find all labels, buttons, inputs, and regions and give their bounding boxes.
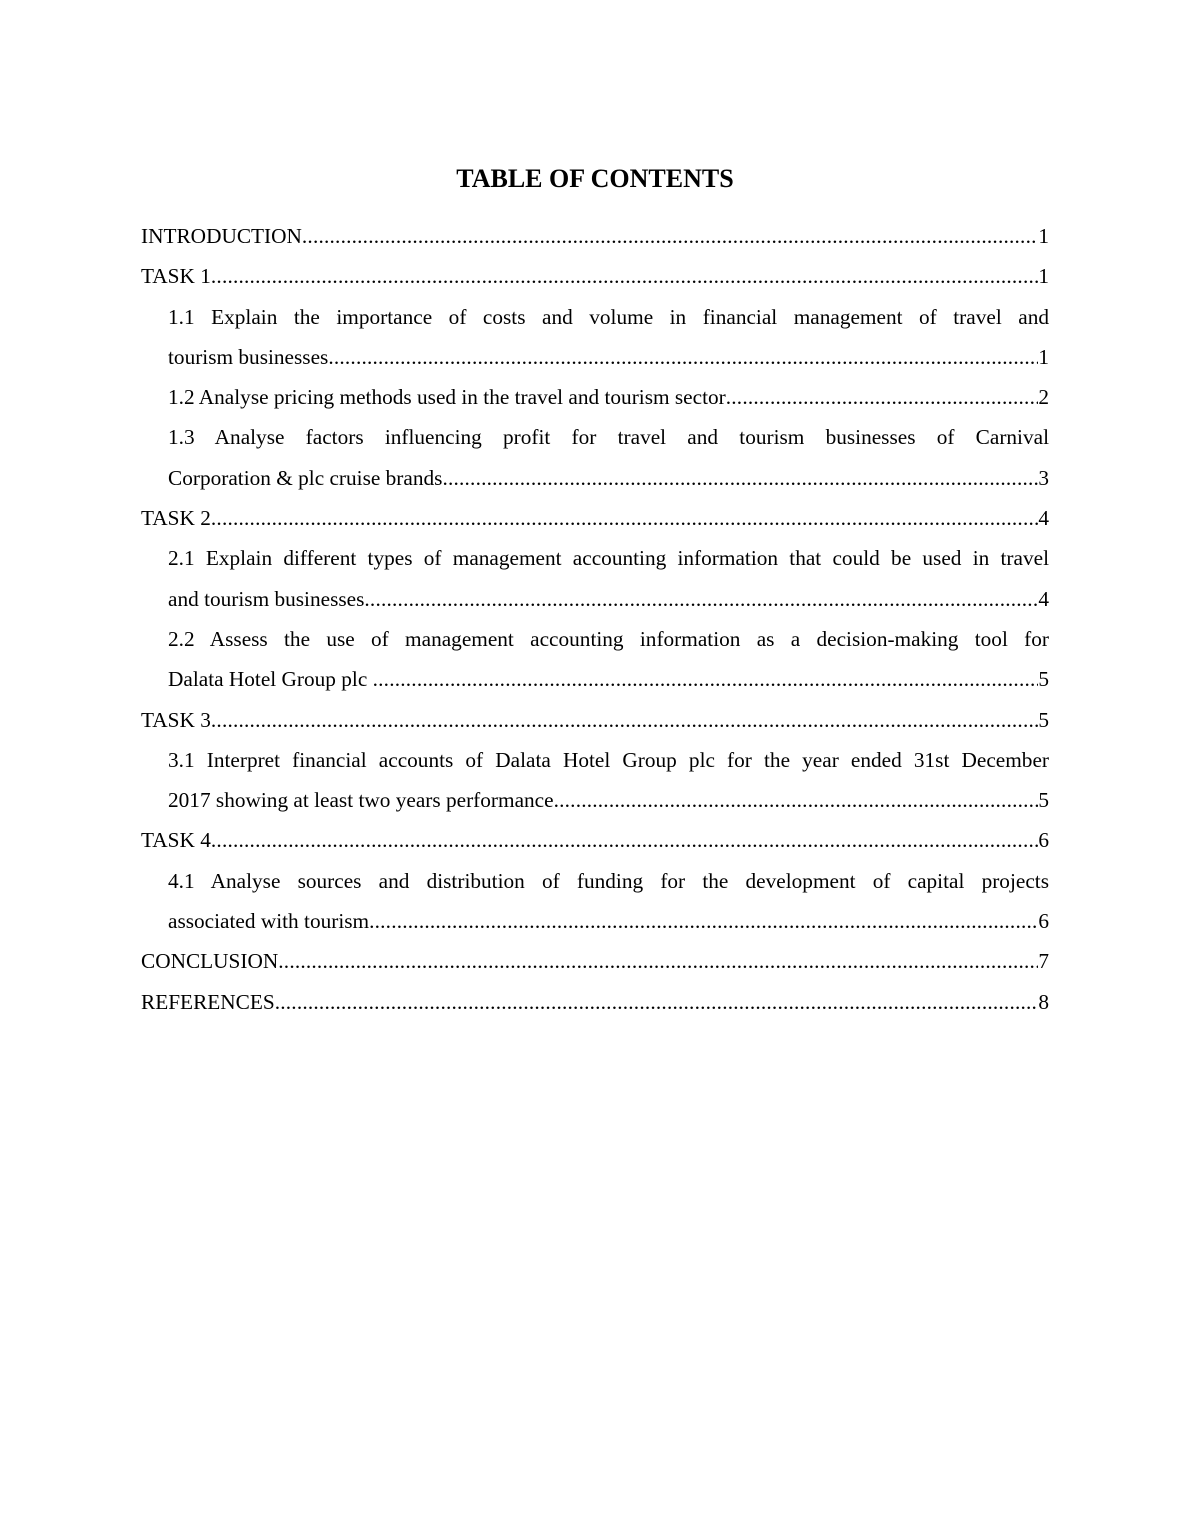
toc-page-number: 5 [1038, 667, 1049, 692]
toc-page-number: 5 [1038, 788, 1049, 813]
toc-entry-text: REFERENCES [141, 989, 275, 1014]
toc-entry-text: 2.1 Explain different types of management accounting information that could be used in travel [168, 546, 1049, 571]
toc-entry-text: 1.1 Explain the importance of costs and volume in financial management of travel and [168, 304, 1049, 329]
toc-entry-text: 4.1 Analyse sources and distribution of funding for the development of capital projects [168, 868, 1049, 893]
dot-leader [369, 901, 1038, 941]
toc-entry-text: TASK 4 [141, 828, 211, 853]
toc-entry-task-3[interactable] [141, 700, 1049, 740]
toc-page-number: 1 [1038, 224, 1049, 248]
dot-leader [302, 216, 1038, 256]
toc-page-number: 8 [1038, 989, 1049, 1014]
dot-leader [211, 498, 1038, 538]
toc-entry-task-2[interactable] [141, 498, 1049, 538]
dot-leader [554, 780, 1039, 820]
toc-entry-text: Corporation & plc cruise brands [168, 465, 443, 490]
toc-page-number: 3 [1038, 465, 1049, 490]
toc-entry-conclusion[interactable] [141, 941, 1049, 981]
toc-entry-introduction[interactable] [141, 216, 1049, 256]
toc-entry-text: TASK 2 [141, 506, 211, 531]
toc-page-number: 5 [1038, 707, 1049, 732]
toc-title: TABLE OF CONTENTS [456, 164, 734, 193]
toc-entry-1-2[interactable] [168, 377, 1049, 417]
toc-entry-2-2[interactable] [168, 619, 1049, 700]
toc-entry-text: associated with tourism [168, 909, 370, 934]
dot-leader [278, 941, 1038, 981]
dot-leader [442, 458, 1038, 498]
toc-entry-text: 2.2 Assess the use of management accounting information as a decision-making tool for [168, 626, 1049, 651]
toc-page-number: 7 [1038, 949, 1049, 974]
toc-entry-4-1[interactable] [168, 861, 1049, 942]
toc-entry-text: 3.1 Interpret financial accounts of Dalata Hotel Group plc for the year ended 31st December [168, 747, 1049, 772]
toc-entry-text: Dalata Hotel Group plc [168, 667, 373, 692]
toc-entry-1-3[interactable] [168, 417, 1049, 498]
toc-entry-3-1[interactable] [168, 740, 1049, 821]
toc-entry-text: tourism businesses [168, 344, 329, 369]
toc-entry-1-1[interactable] [168, 297, 1049, 378]
toc-entry-text: 1.3 Analyse factors influencing profit for travel and tourism businesses of Carnival [168, 425, 1049, 450]
table-of-contents [141, 216, 1049, 1022]
toc-entry-references[interactable] [141, 982, 1049, 1022]
toc-entry-text: TASK 1 [141, 264, 211, 289]
toc-page-number: 6 [1038, 909, 1049, 934]
dot-leader [211, 700, 1038, 740]
dot-leader [328, 337, 1038, 377]
toc-entry-text: CONCLUSION [141, 949, 279, 974]
toc-entry-text: TASK 3 [141, 707, 211, 732]
dot-leader [726, 377, 1039, 417]
dot-leader [275, 982, 1039, 1022]
dot-leader [211, 256, 1038, 296]
toc-entry-2-1[interactable] [168, 538, 1049, 619]
dot-leader [364, 579, 1038, 619]
toc-page-number: 2 [1038, 385, 1049, 410]
toc-entry-task-4[interactable] [141, 820, 1049, 860]
toc-entry-text: 2017 showing at least two years performance [168, 788, 554, 813]
dot-leader [211, 820, 1038, 860]
toc-entry-text: INTRODUCTION [141, 224, 302, 248]
toc-entry-text: and tourism businesses [168, 586, 365, 611]
toc-entry-text: 1.2 Analyse pricing methods used in the travel and tourism sector [168, 385, 726, 410]
toc-page-number: 6 [1038, 828, 1049, 853]
toc-page-number: 4 [1038, 586, 1049, 611]
toc-page-number: 1 [1038, 344, 1049, 369]
toc-page-number: 4 [1038, 506, 1049, 531]
toc-page-number: 1 [1038, 264, 1049, 289]
dot-leader [373, 659, 1039, 699]
toc-entry-task-1[interactable] [141, 256, 1049, 296]
